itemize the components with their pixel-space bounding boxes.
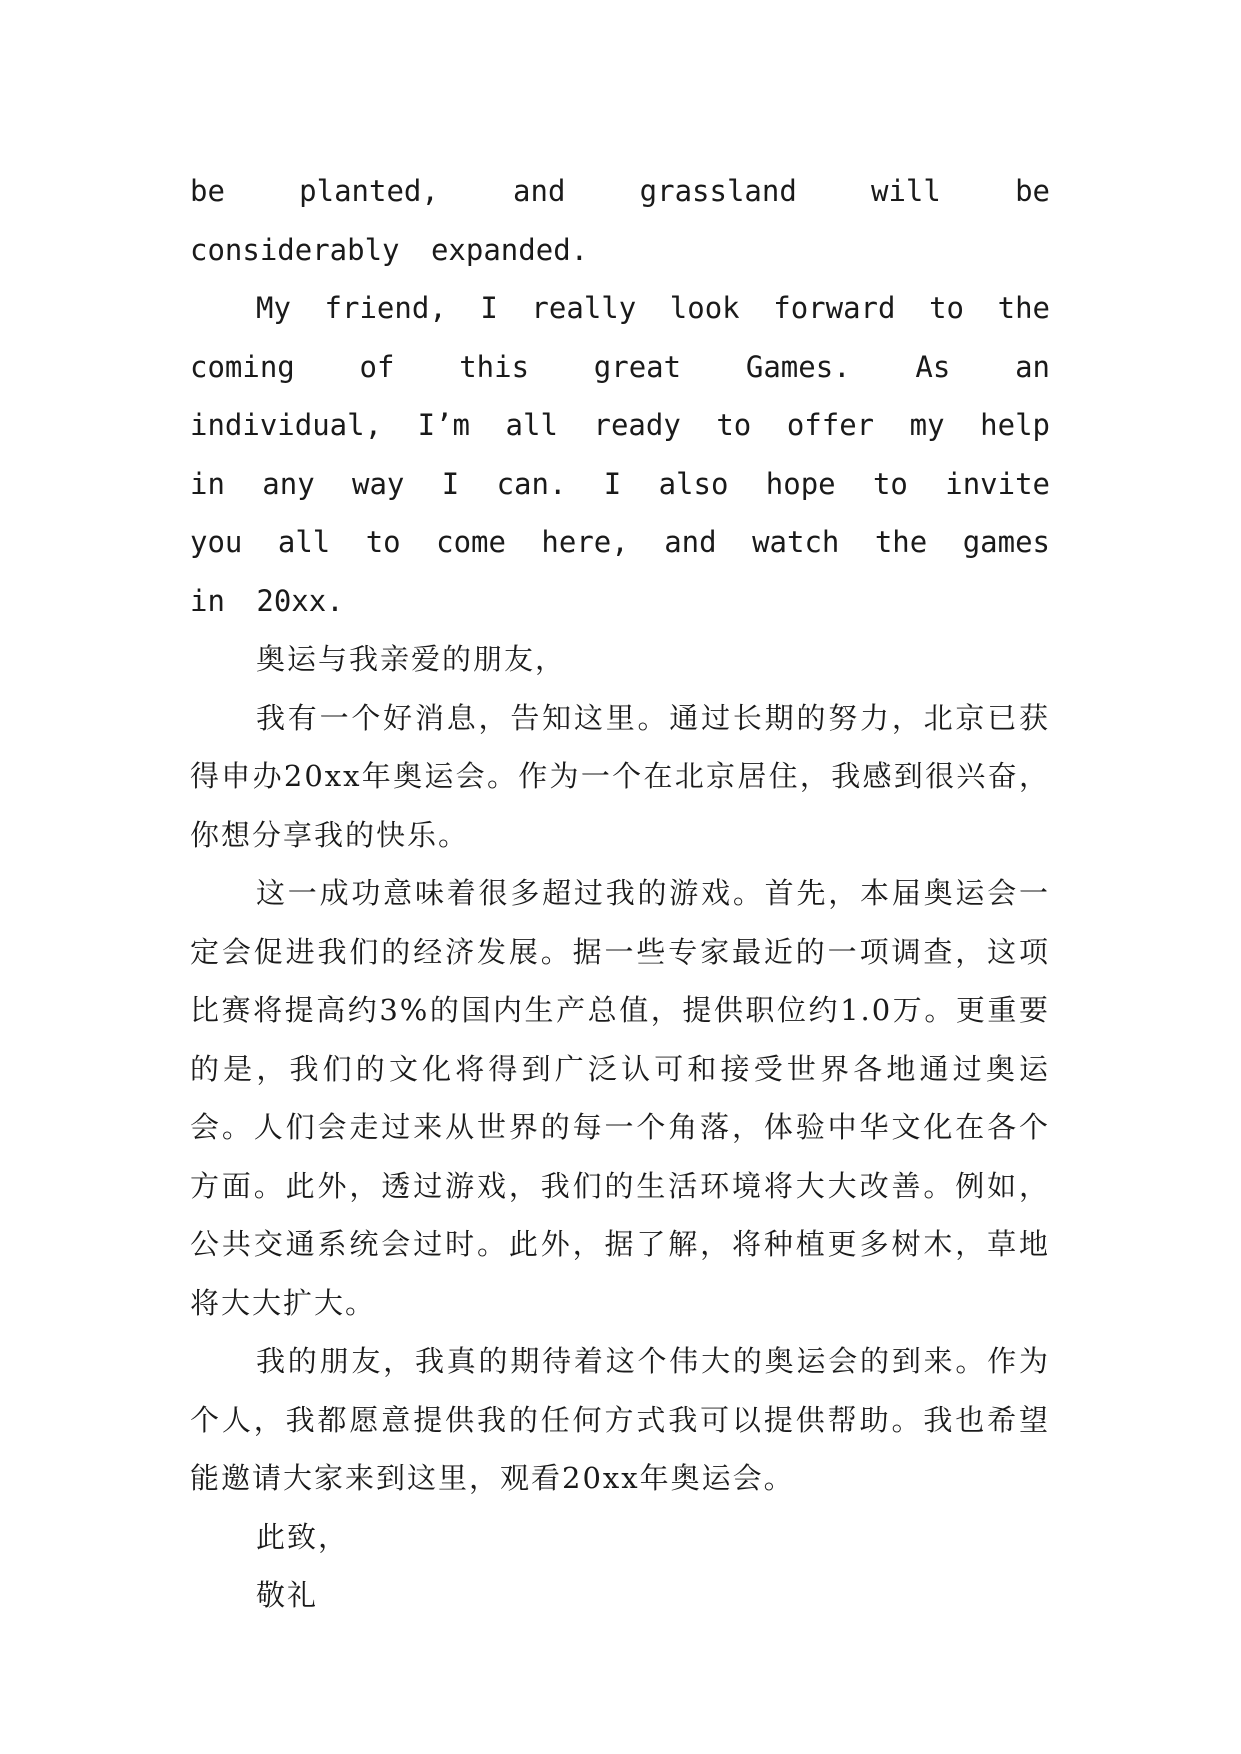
paragraph-chinese-news: 我有一个好消息，告知这里。通过长期的努力，北京已获得申办20xx年奥运会。作为一个在北京居住，我感到很兴奋，你想分享我的快乐。 <box>190 700 1050 852</box>
paragraph-chinese-regards: 敬礼 <box>256 1578 319 1612</box>
paragraph-english-closing: My friend, I really look forward to the coming of this great Games. As an individual, I’m all ready to offer my help in any way I can. I also hope to invite you all to come here, and watch the games in 20xx. <box>190 291 1050 618</box>
paragraph-chinese-closing: 此致， <box>256 1519 350 1554</box>
paragraph-english-continuation: be planted, and grassland will be considerably expanded. <box>190 174 1050 267</box>
document-body <box>190 162 1050 1625</box>
paragraph-chinese-invitation: 我的朋友，我真的期待着这个伟大的奥运会的到来。作为个人，我都愿意提供我的任何方式我可以提供帮助。我也希望能邀请大家来到这里，观看20xx年奥运会。 <box>190 1344 1050 1495</box>
paragraph-chinese-significance: 这一成功意味着很多超过我的游戏。首先，本届奥运会一定会促进我们的经济发展。据一些专家最近的一项调查，这项比赛将提高约3%的国内生产总值，提供职位约1.0万。更重要的是，我们的文化将得到广泛认可和接受世界各地通过奥运会。人们会走过来从世界的每一个角落，体验中华文化在各个方面。此外，透过游戏，我们的生活环境将大大改善。例如，公共交通系统会过时。此外，据了解，将种植更多树木，草地将大大扩大。 <box>190 876 1050 1320</box>
paragraph-chinese-salutation: 奥运与我亲爱的朋友， <box>256 642 567 676</box>
